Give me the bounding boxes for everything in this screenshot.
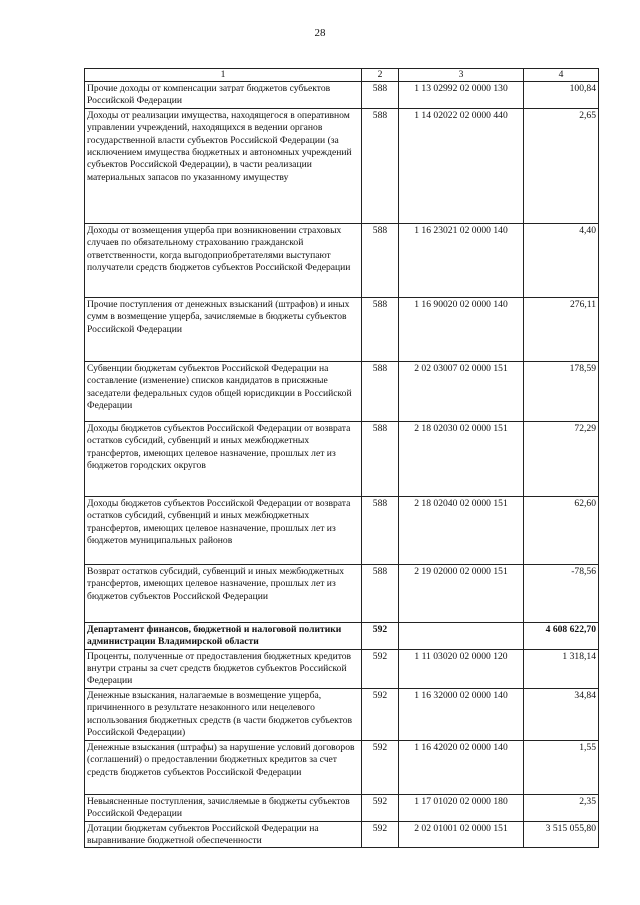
table-row [85, 688, 599, 740]
table-row [85, 223, 599, 297]
header-row [85, 69, 599, 82]
row-code-cell: 1 17 01020 02 0000 180 [399, 794, 524, 821]
row-amount-cell: 100,84 [524, 82, 599, 109]
row-amount-cell: 3 515 055,80 [524, 821, 599, 848]
table-row [85, 564, 599, 622]
row-code-cell: 1 16 42020 02 0000 140 [399, 740, 524, 794]
header-col-2: 2 [362, 69, 399, 82]
row-code-cell: 2 02 03007 02 0000 151 [399, 361, 524, 421]
row-amount-cell: 2,65 [524, 108, 599, 223]
row-amount-cell: 276,11 [524, 297, 599, 361]
row-amount-cell: 34,84 [524, 688, 599, 740]
row-admin-cell: 588 [362, 421, 399, 496]
row-admin-cell: 588 [362, 361, 399, 421]
row-code-cell: 1 13 02992 02 0000 130 [399, 82, 524, 109]
table-row [85, 649, 599, 688]
table-row [85, 361, 599, 421]
row-code-cell: 1 16 32000 02 0000 140 [399, 688, 524, 740]
row-name-cell: Доходы от возмещения ущерба при возникновении страховых случаев по обязательному страхованию гражданской ответственности, когда выгодоприобретателями выступают получатели средств бюджетов субъектов Российской Федерации [85, 223, 362, 297]
row-name-cell: Денежные взыскания, налагаемые в возмещение ущерба, причиненного в результате незаконного или нецелевого использования бюджетных средств (в части бюджетов субъектов Российской Федерации) [85, 688, 362, 740]
row-admin-cell: 588 [362, 108, 399, 223]
table-row [85, 496, 599, 564]
row-name-cell: Прочие доходы от компенсации затрат бюджетов субъектов Российской Федерации [85, 82, 362, 109]
row-code-cell: 2 02 01001 02 0000 151 [399, 821, 524, 848]
row-amount-cell: 4 608 622,70 [524, 622, 599, 649]
table-row [85, 108, 599, 223]
row-amount-cell: 1 318,14 [524, 649, 599, 688]
row-name-cell: Проценты, полученные от предоставления бюджетных кредитов внутри страны за счет средств бюджетов субъектов Российской Федерации [85, 649, 362, 688]
row-admin-cell: 592 [362, 649, 399, 688]
revenue-table [84, 68, 599, 848]
row-name-cell: Возврат остатков субсидий, субвенций и иных межбюджетных трансфертов, имеющих целевое назначение, прошлых лет из бюджетов субъектов Российской Федерации [85, 564, 362, 622]
row-admin-cell: 588 [362, 223, 399, 297]
row-amount-cell: 4,40 [524, 223, 599, 297]
row-admin-cell: 592 [362, 688, 399, 740]
table-row [85, 794, 599, 821]
header-col-4: 4 [524, 69, 599, 82]
row-name-cell: Денежные взыскания (штрафы) за нарушение условий договоров (соглашений) о предоставлении бюджетных кредитов за счет средств бюджетов субъектов Российской Федерации [85, 740, 362, 794]
row-amount-cell: 2,35 [524, 794, 599, 821]
row-amount-cell: 178,59 [524, 361, 599, 421]
row-admin-cell: 592 [362, 794, 399, 821]
row-code-cell: 2 19 02000 02 0000 151 [399, 564, 524, 622]
header-col-1: 1 [85, 69, 362, 82]
row-admin-cell: 588 [362, 82, 399, 109]
row-admin-cell: 588 [362, 496, 399, 564]
table-row [85, 821, 599, 848]
row-name-cell: Доходы от реализации имущества, находящегося в оперативном управлении учреждений, находящихся в ведении органов государственной власти субъектов Российской Федерации (за исключением имущества бюджетных и автономных учреждений субъектов Российской Федерации), в части реализации материальных запасов по указанному имуществу [85, 108, 362, 223]
row-admin-cell: 588 [362, 564, 399, 622]
row-admin-cell: 592 [362, 740, 399, 794]
row-name-cell: Субвенции бюджетам субъектов Российской Федерации на составление (изменение) списков кандидатов в присяжные заседатели федеральных судов общей юрисдикции в Российской Федерации [85, 361, 362, 421]
row-name-cell: Доходы бюджетов субъектов Российской Федерации от возврата остатков субсидий, субвенций и иных межбюджетных трансфертов, имеющих целевое назначение, прошлых лет из бюджетов муниципальных районов [85, 496, 362, 564]
row-code-cell: 1 16 90020 02 0000 140 [399, 297, 524, 361]
table-row [85, 421, 599, 496]
table-row [85, 622, 599, 649]
page-number: 28 [314, 27, 326, 39]
row-amount-cell: 1,55 [524, 740, 599, 794]
row-name-cell: Прочие поступления от денежных взысканий (штрафов) и иных сумм в возмещение ущерба, зачисляемые в бюджеты субъектов Российской Федерации [85, 297, 362, 361]
row-admin-cell: 588 [362, 297, 399, 361]
row-amount-cell: 62,60 [524, 496, 599, 564]
row-code-cell: 1 11 03020 02 0000 120 [399, 649, 524, 688]
row-amount-cell: -78,56 [524, 564, 599, 622]
table-row [85, 297, 599, 361]
row-amount-cell: 72,29 [524, 421, 599, 496]
row-code-cell: 2 18 02030 02 0000 151 [399, 421, 524, 496]
row-name-cell: Дотации бюджетам субъектов Российской Федерации на выравнивание бюджетной обеспеченности [85, 821, 362, 848]
row-code-cell: 2 18 02040 02 0000 151 [399, 496, 524, 564]
row-code-cell [399, 622, 524, 649]
row-admin-cell: 592 [362, 821, 399, 848]
row-name-cell: Департамент финансов, бюджетной и налоговой политики администрации Владимирской области [85, 622, 362, 649]
table-row [85, 82, 599, 109]
row-code-cell: 1 14 02022 02 0000 440 [399, 108, 524, 223]
row-admin-cell: 592 [362, 622, 399, 649]
table-row [85, 740, 599, 794]
header-col-3: 3 [399, 69, 524, 82]
row-name-cell: Невыясненные поступления, зачисляемые в бюджеты субъектов Российской Федерации [85, 794, 362, 821]
row-code-cell: 1 16 23021 02 0000 140 [399, 223, 524, 297]
row-name-cell: Доходы бюджетов субъектов Российской Федерации от возврата остатков субсидий, субвенций и иных межбюджетных трансфертов, имеющих целевое назначение, прошлых лет из бюджетов городских округов [85, 421, 362, 496]
